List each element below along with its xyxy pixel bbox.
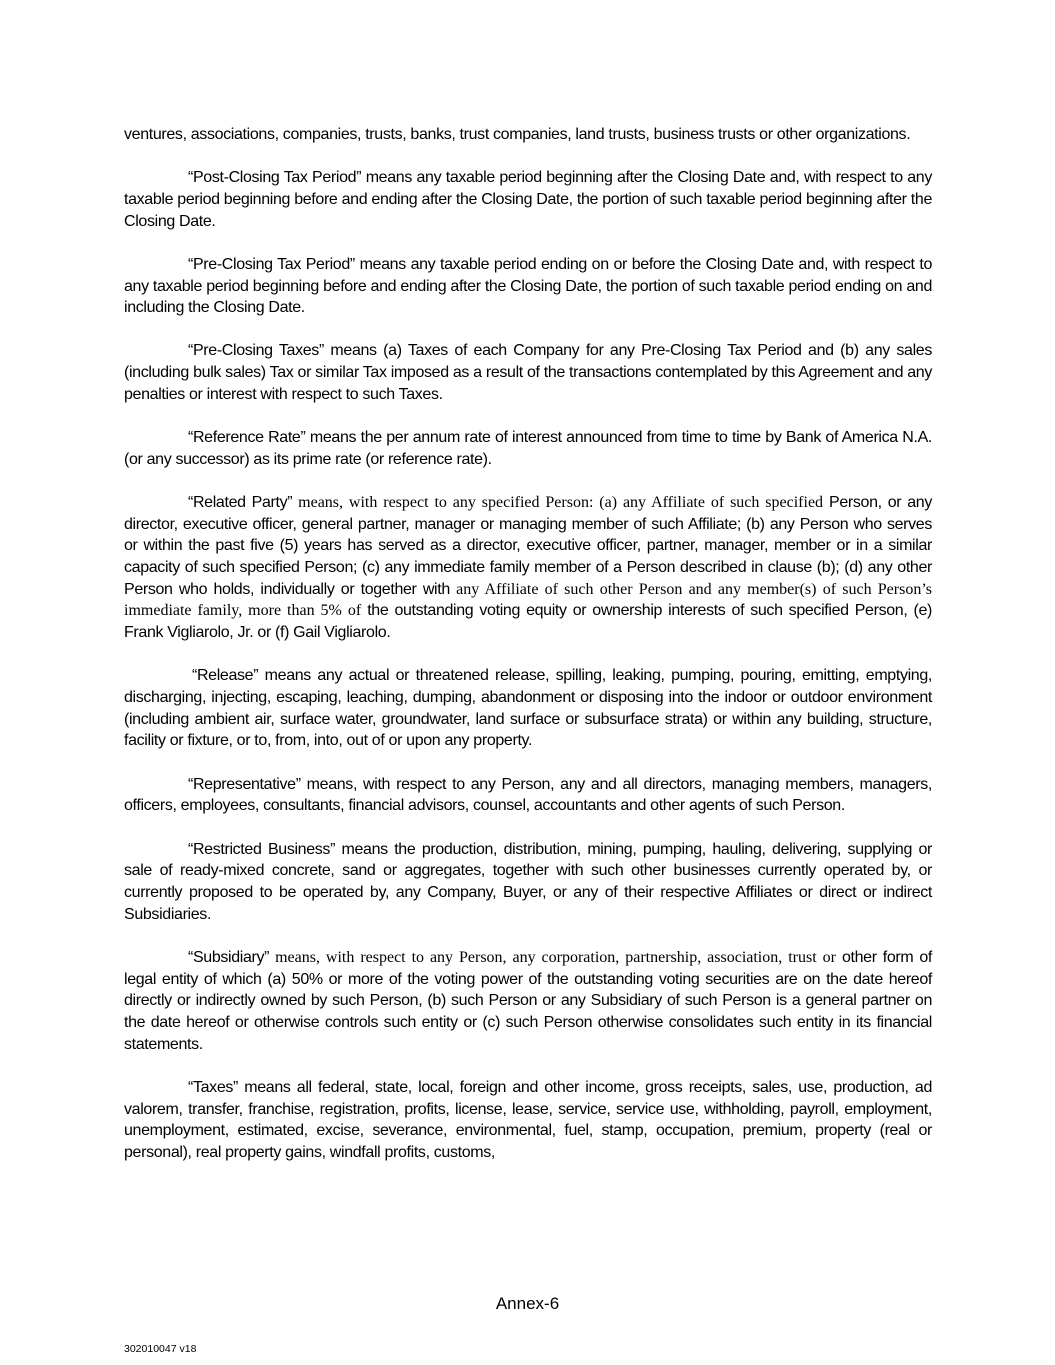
definition-text-serif: means, with respect to any Person, any corporation, partnership, association, trust or [269, 948, 836, 966]
definition-text: means the per annum rate of interest announced from time to time by Bank of America N.A. (or any successor) as its prime rate (or reference rate). [124, 429, 932, 468]
intro-paragraph: ventures, associations, companies, trusts, banks, trust companies, land trusts, business trusts or other organizations. [124, 126, 911, 143]
definition-related-party [124, 492, 932, 644]
definition-text-serif: means, with respect to any specified Person: (a) any Affiliate of such specified [292, 493, 824, 511]
definition-subsidiary [124, 947, 932, 1056]
definition-term: “Reference Rate” [188, 429, 306, 447]
definition-release [124, 665, 932, 752]
definition-text: means, with respect to any Person, any and all directors, managing members, managers, officers, employees, consultants, financial advisors, counsel, accountants and other agents of such Person. [124, 775, 932, 815]
definition-term: “Pre-Closing Taxes” [188, 342, 324, 360]
definition-text: Person, or any director, executive officer, general partner, manager or managing member of such Affiliate; (b) any Person who serves or within the past five (5) years has served as a director, executive officer, partner, manager, member or in a similar capacity of such specified Person; (c) any immediate family member of a Person described in clause (b); (d) any other Person who holds, individually or together with [124, 493, 932, 598]
page-number: Annex-6 [495, 1294, 560, 1313]
definition-text: means any taxable period beginning after the Closing Date and, with respect to any taxable period beginning before and ending after the Closing Date, the portion of such taxable period beginning after the Closing Date. [124, 169, 932, 230]
definition-term: “Representative” [188, 775, 301, 793]
document-body [124, 124, 932, 1185]
definition-post-closing-tax-period [124, 167, 932, 232]
definition-term: “Release” [192, 667, 259, 685]
definition-reference-rate [124, 427, 932, 470]
definition-restricted-business [124, 839, 932, 926]
definition-text: other form of legal entity of which (a) 50% or more of the voting power of the outstanding voting securities are on the date hereof directly or indirectly owned by such Person, (b) such Person or any Subsidiary of such Person is a general partner on the date hereof or otherwise controls such entity or (c) such Person otherwise consolidates such entity in its financial statements. [124, 948, 933, 1053]
definition-pre-closing-tax-period [124, 254, 932, 319]
definition-term: “Post-Closing Tax Period” [188, 169, 362, 187]
definition-term: “Related Party” [188, 493, 293, 511]
definition-term: “Restricted Business” [188, 840, 336, 858]
definition-text-serif: any Affiliate of such other Person and any member(s) of such Person’s immediate family, more than 5% of [124, 580, 933, 620]
definition-taxes [124, 1077, 932, 1164]
definition-pre-closing-taxes [124, 340, 932, 405]
definition-term: “Taxes” [188, 1078, 239, 1096]
definition-text: means all federal, state, local, foreign and other income, gross receipts, sales, use, production, ad valorem, transfer, franchise, registration, profits, license, lease, service, service use, withholding, payroll, employment, unemployment, estimated, excise, severance, environmental, fuel, stamp, occupation, premium, property (real or personal), real property gains, windfall profits, customs, [124, 1078, 932, 1162]
definition-text: the outstanding voting equity or ownership interests of such specified Person, (e) Frank Vigliarolo, Jr. or (f) Gail Vigliarolo. [124, 602, 932, 642]
definition-text: means the production, distribution, mining, pumping, hauling, delivering, supplying or sale of ready-mixed concrete, sand or aggregates, together with such other businesses currently operated by, or currently proposed to be operated by, any Company, Buyer, or any of their respective Affiliates or direct or indirect Subsidiaries. [124, 840, 932, 923]
definition-representative [124, 774, 932, 817]
definition-term: “Subsidiary” [188, 948, 270, 966]
definition-text: means any taxable period ending on or before the Closing Date and, with respect to any taxable period beginning before and ending after the Closing Date, the portion of such taxable period ending on and including the Closing Date. [124, 255, 933, 317]
definition-term: “Pre-Closing Tax Period” [188, 255, 355, 273]
document-id: 302010047 v18 [124, 1343, 197, 1355]
definition-text: means any actual or threatened release, spilling, leaking, pumping, pouring, emitting, emptying, discharging, injecting, escaping, leaching, dumping, abandonment or disposing into the indoor or outdoor environment (including ambient air, surface water, groundwater, land surface or subsurface strata) or within any building, structure, facility or fixture, or to, from, into, out of or upon any property. [124, 667, 932, 750]
definition-text: means (a) Taxes of each Company for any Pre-Closing Tax Period and (b) any sales (including bulk sales) Tax or similar Tax imposed as a result of the transactions contemplated by this Agreement and any penalties or interest with respect to such Taxes. [124, 342, 932, 403]
